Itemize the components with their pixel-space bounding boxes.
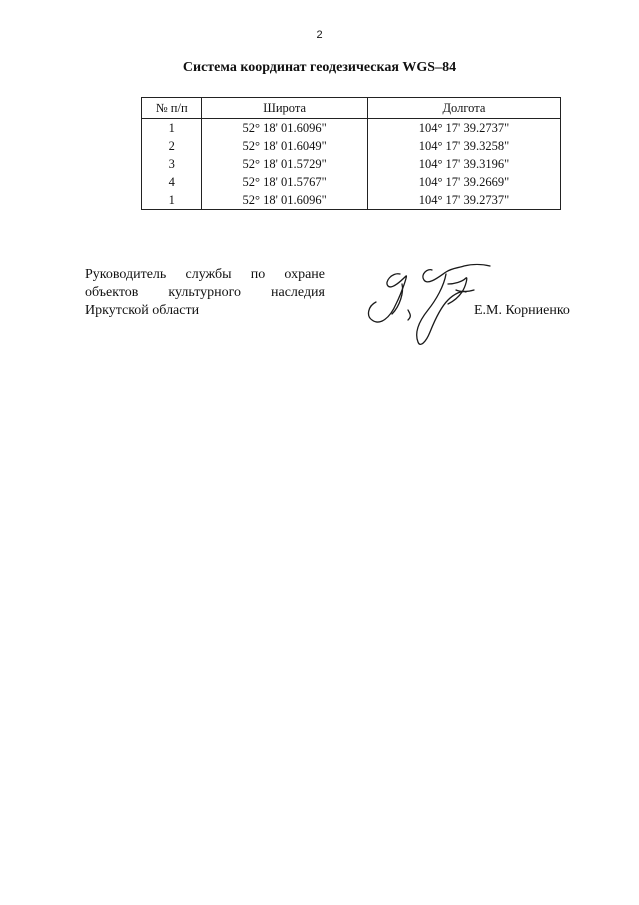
table-header-row [142, 98, 561, 119]
point-number-cell: 2 [142, 137, 202, 155]
longitude-cell: 104° 17' 39.3196" [367, 155, 560, 173]
column-header-latitude: Широта [202, 98, 367, 119]
point-number-cell: 3 [142, 155, 202, 173]
longitude-cell: 104° 17' 39.2669" [367, 173, 560, 191]
table-row [142, 137, 561, 155]
point-number-cell: 1 [142, 119, 202, 138]
signer-position [85, 266, 325, 320]
latitude-cell: 52° 18' 01.6096" [202, 119, 367, 138]
table-row [142, 191, 561, 210]
signer-position-line: Руководитель службы по охране [85, 267, 325, 282]
latitude-cell: 52° 18' 01.6049" [202, 137, 367, 155]
point-number-cell: 4 [142, 173, 202, 191]
point-number-cell: 1 [142, 191, 202, 210]
longitude-cell: 104° 17' 39.2737" [367, 191, 560, 210]
latitude-cell: 52° 18' 01.5729" [202, 155, 367, 173]
signer-position-line: объектов культурного наследия [85, 285, 325, 300]
signer-name: Е.М. Корниенко [474, 303, 570, 318]
longitude-cell: 104° 17' 39.3258" [367, 137, 560, 155]
column-header-longitude: Долгота [367, 98, 560, 119]
table-row [142, 155, 561, 173]
coordinates-table [141, 97, 561, 210]
latitude-cell: 52° 18' 01.6096" [202, 191, 367, 210]
column-header-number: № п/п [142, 98, 202, 119]
document-title: Система координат геодезическая WGS–84 [182, 60, 457, 75]
table-row [142, 173, 561, 191]
longitude-cell: 104° 17' 39.2737" [367, 119, 560, 138]
table-row [142, 119, 561, 138]
latitude-cell: 52° 18' 01.5767" [202, 173, 367, 191]
page-number: 2 [316, 29, 323, 41]
signer-position-line: Иркутской области [85, 303, 200, 318]
